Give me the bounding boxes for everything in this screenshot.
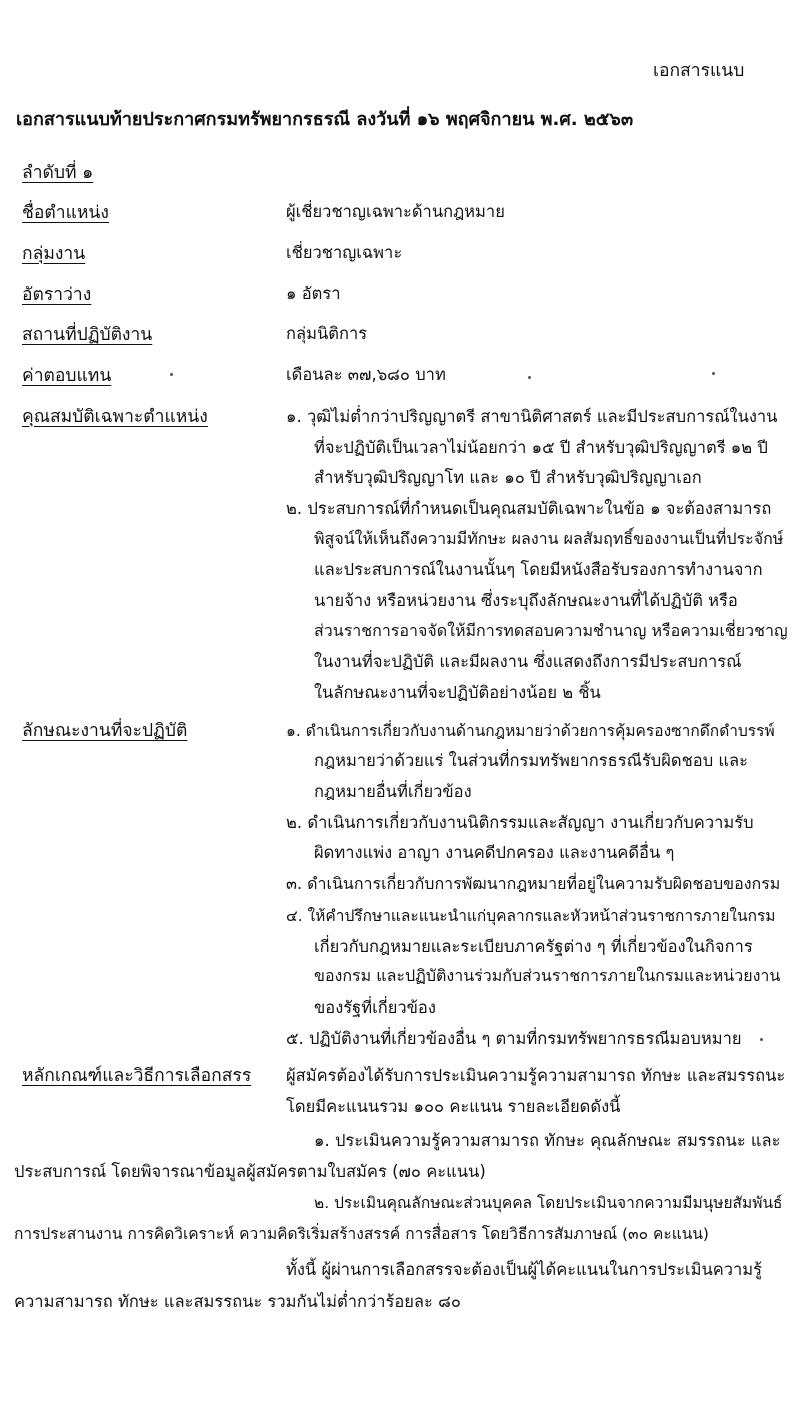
qualification-line: ส่วนราชการอาจจัดให้มีการทดสอบความชำนาญ หรือความเชี่ยวชาญ bbox=[314, 621, 788, 640]
field-label-workplace: สถานที่ปฏิบัติงาน bbox=[22, 325, 153, 345]
duty-line: ของรัฐที่เกี่ยวข้อง bbox=[314, 998, 436, 1017]
selection-line: ๒. ประเมินคุณลักษณะส่วนบุคคล โดยประเมินจากความมีมนุษยสัมพันธ์ bbox=[314, 1194, 783, 1212]
qualification-line: และประสบการณ์ในงานนั้นๆ โดยมีหนังสือรับรองการทำงานจาก bbox=[314, 560, 763, 579]
qualification-line: พิสูจน์ให้เห็นถึงความมีทักษะ ผลงาน ผลสัมฤทธิ์ของงานเป็นที่ประจักษ์ bbox=[314, 529, 784, 548]
field-value-group: เชี่ยวชาญเฉพาะ bbox=[286, 243, 403, 262]
duty-line: ๕. ปฏิบัติงานที่เกี่ยวข้องอื่น ๆ ตามที่กรมทรัพยากรธรณีมอบหมาย bbox=[286, 1029, 742, 1048]
selection-label: หลักเกณฑ์และวิธีการเลือกสรร bbox=[22, 1066, 252, 1086]
qualifications-label: คุณสมบัติเฉพาะตำแหน่ง bbox=[22, 407, 208, 427]
field-value-workplace: กลุ่มนิติการ bbox=[286, 324, 368, 343]
qualification-line: นายจ้าง หรือหน่วยงาน ซึ่งระบุถึงลักษณะงานที่ได้ปฏิบัติ หรือ bbox=[314, 591, 738, 610]
duty-line: ๑. ดำเนินการเกี่ยวกับงานด้านกฎหมายว่าด้วยการคุ้มครองซากดึกดำบรรพ์ bbox=[286, 722, 775, 740]
duty-line: ๔. ให้คำปรึกษาและแนะนำแก่บุคลากรและหัวหน้าส่วนราชการภายในกรม bbox=[286, 907, 776, 925]
duty-line: กฎหมายว่าด้วยแร่ ในส่วนที่กรมทรัพยากรธรณีรับผิดชอบ และ bbox=[314, 751, 749, 770]
selection-line: การประสานงาน การคิดวิเคราะห์ ความคิดริเริ่มสร้างสรรค์ การสื่อสาร โดยวิธีการสัมภาษณ์ (๓๐ คะแนน) bbox=[14, 1225, 709, 1243]
selection-line: ประสบการณ์ โดยพิจารณาข้อมูลผู้สมัครตามใบสมัคร (๗๐ คะแนน) bbox=[14, 1162, 486, 1181]
order-number: ลำดับที่ ๑ bbox=[22, 163, 94, 183]
attachment-label: เอกสารแนบ bbox=[653, 61, 745, 81]
qualification-line: ในลักษณะงานที่จะปฏิบัติอย่างน้อย ๒ ชิ้น bbox=[314, 683, 601, 702]
duties-label: ลักษณะงานที่จะปฏิบัติ bbox=[22, 721, 188, 741]
selection-line: ทั้งนี้ ผู้ผ่านการเลือกสรรจะต้องเป็นผู้ได้คะแนนในการประเมินความรู้ bbox=[286, 1260, 763, 1279]
qualification-line: สำหรับวุฒิปริญญาโท และ ๑๐ ปี สำหรับวุฒิปริญญาเอก bbox=[314, 468, 702, 487]
field-value-salary: เดือนละ ๓๗,๖๘๐ บาท bbox=[286, 365, 446, 384]
field-label-vacancy: อัตราว่าง bbox=[22, 285, 92, 305]
selection-line: ๑. ประเมินความรู้ความสามารถ ทักษะ คุณลักษณะ สมรรถนะ และ bbox=[314, 1131, 781, 1150]
duty-line: ของกรม และปฏิบัติงานร่วมกับส่วนราชการภายในกรมและหน่วยงาน bbox=[314, 966, 781, 985]
duty-line: กฎหมายอื่นที่เกี่ยวข้อง bbox=[314, 782, 472, 801]
selection-line: โดยมีคะแนนรวม ๑๐๐ คะแนน รายละเอียดดังนี้ bbox=[286, 1097, 621, 1116]
field-value-vacancy: ๑ อัตรา bbox=[286, 284, 341, 303]
field-value-position: ผู้เชี่ยวชาญเฉพาะด้านกฎหมาย bbox=[286, 202, 505, 221]
field-label-position: ชื่อตำแหน่ง bbox=[22, 203, 109, 223]
duty-line: ผิดทางแพ่ง อาญา งานคดีปกครอง และงานคดีอื่น ๆ bbox=[314, 843, 675, 862]
qualification-line: ในงานที่จะปฏิบัติ และมีผลงาน ซึ่งแสดงถึงการมีประสบการณ์ bbox=[314, 652, 742, 671]
duty-line: เกี่ยวกับกฎหมายและระเบียบภาครัฐต่าง ๆ ที่เกี่ยวข้องในกิจการ bbox=[314, 937, 753, 956]
selection-line: ความสามารถ ทักษะ และสมรรถนะ รวมกันไม่ต่ำกว่าร้อยละ ๘๐ bbox=[14, 1292, 461, 1311]
qualification-line: ๒. ประสบการณ์ที่กำหนดเป็นคุณสมบัติเฉพาะในข้อ ๑ จะต้องสามารถ bbox=[286, 499, 772, 518]
field-label-group: กลุ่มงาน bbox=[22, 244, 86, 264]
selection-line: ผู้สมัครต้องได้รับการประเมินความรู้ความสามารถ ทักษะ และสมรรถนะ bbox=[286, 1066, 786, 1085]
qualification-line: ที่จะปฏิบัติเป็นเวลาไม่น้อยกว่า ๑๕ ปี สำหรับวุฒิปริญญาตรี ๑๒ ปี bbox=[314, 438, 768, 457]
field-label-salary: ค่าตอบแทน bbox=[22, 366, 112, 386]
qualification-line: ๑. วุฒิไม่ต่ำกว่าปริญญาตรี สาขานิติศาสตร์ และมีประสบการณ์ในงาน bbox=[286, 407, 778, 426]
duty-line: ๒. ดำเนินการเกี่ยวกับงานนิติกรรมและสัญญา งานเกี่ยวกับความรับ bbox=[286, 813, 754, 832]
document-title: เอกสารแนบท้ายประกาศกรมทรัพยากรธรณี ลงวันที่ ๑๖ พฤศจิกายน พ.ศ. ๒๕๖๓ bbox=[16, 109, 634, 130]
duty-line: ๓. ดำเนินการเกี่ยวกับการพัฒนากฎหมายที่อยู่ในความรับผิดชอบของกรม bbox=[286, 874, 781, 893]
